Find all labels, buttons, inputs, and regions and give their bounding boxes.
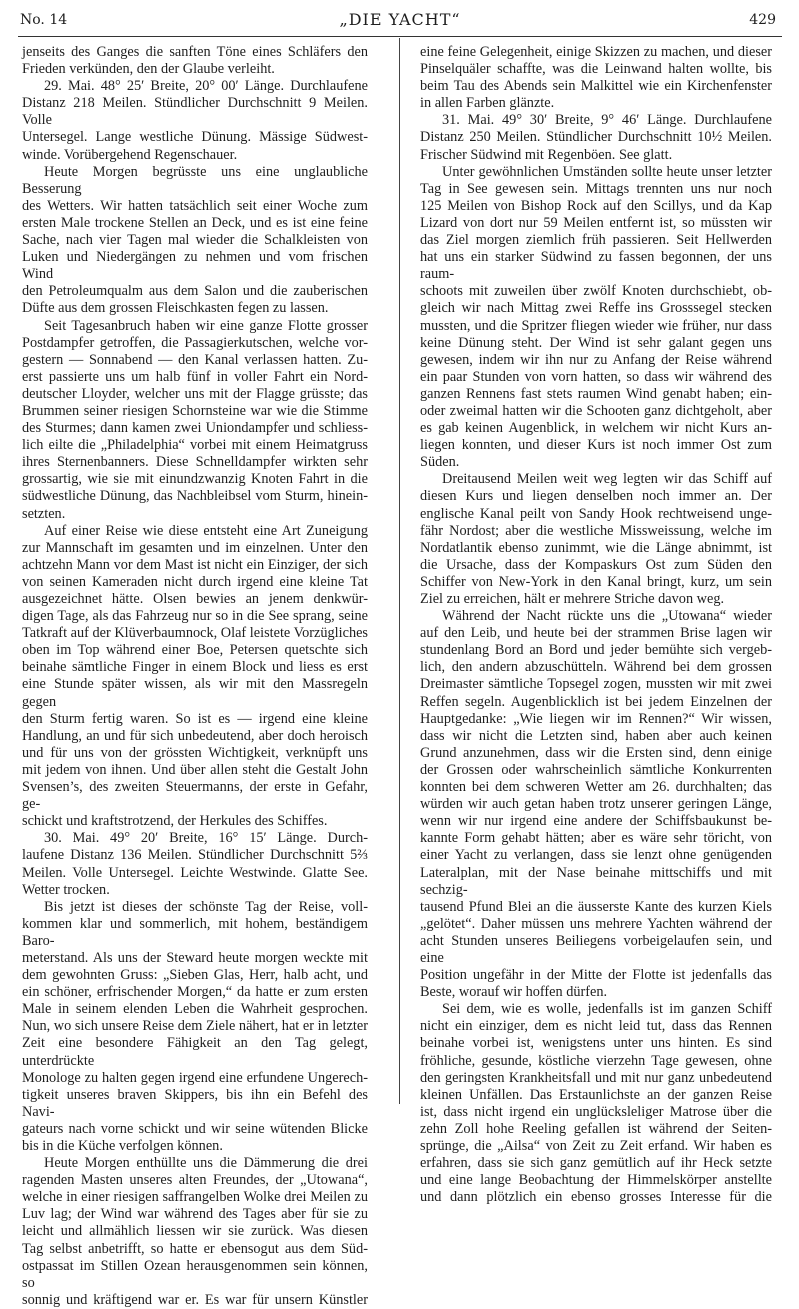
text-line: welche in einer riesigen saffrangelben Wolke drei Meilen zu — [22, 1189, 368, 1206]
text-line: auf den Leib, und heute bei der strammen Brise lagen wir — [420, 625, 772, 642]
text-line: Distanz 218 Meilen. Stündlicher Durchschnitt 9 Meilen. Volle — [22, 95, 368, 129]
text-line: schoots mit zuweilen über zwölf Knoten durchschiebt, ob- — [420, 283, 772, 300]
text-line: beim Tau des Abends sein Malkittel wie ein Kirchenfenster — [420, 78, 772, 95]
text-line: Postdampfer getroffen, die Passagierkutschen, welche vor- — [22, 334, 368, 351]
text-line: Heute Morgen enthüllte uns die Dämmerung die drei — [44, 1155, 368, 1172]
text-line: Ziel zu erreichen, hält er mehrere Striche davon weg. — [420, 591, 725, 607]
text-line: keine Dünung steht. Der Wind ist sehr galant gegen uns — [420, 334, 772, 351]
text-line: Süden. — [420, 454, 460, 471]
text-line: schickt und kraftstrotzend, der Herkules des Schiffes. — [22, 813, 328, 830]
text-line: Sache, nach vier Tagen mal wieder die Schalkleisten von — [22, 232, 368, 249]
text-line: jenseits des Ganges die sanften Töne eines Schläfers den — [22, 44, 368, 60]
text-line: einer Yacht zu verlangen, dass sie lenzt ohne genügenden — [420, 847, 772, 864]
text-line: „gelötet“. Daher müssen uns mehrere Yachten während der — [420, 915, 772, 932]
text-line: fähr Nordost; aber die westliche Missweissung, welche im — [420, 522, 772, 539]
right-column — [420, 44, 772, 1206]
text-line: und eine lange Beobachtung der Himmelskörper anstellte — [420, 1172, 772, 1189]
text-line: ihres Sternenbanners. Diese Schnelldampfer wirkten sehr — [22, 454, 368, 471]
text-line: Dreitausend Meilen weit weg legten wir das Schiff auf — [442, 471, 772, 488]
text-line: deutscher Lloyder, welcher uns mit der Flagge grüsste; das — [22, 385, 368, 402]
page-header — [20, 8, 780, 38]
text-line: Luken und Niedergängen zu nehmen und vom frischen Wind — [22, 249, 368, 283]
text-line: acht Stunden unseres Beiliegens vorbeigelaufen sein, und eine — [420, 932, 772, 966]
text-line: Tatkraft auf der Klüverbaumnock, Olaf leistete Vorzügliches — [22, 625, 368, 642]
left-column — [22, 44, 368, 1309]
text-line: ein paar Stunden von vorn hatten, so dass wir während des — [420, 368, 772, 385]
text-line: Lizard von dort nur 59 Meilen entfernt ist, so müssten wir — [420, 214, 772, 231]
text-line: ostpassat im Stillen Ozean herausgenommen sein können, so — [22, 1257, 368, 1291]
text-line: grossartig, wie sie mit einundzwanzig Knoten Fahrt in die — [22, 471, 368, 488]
text-line: Male in seinem elenden Leben die Wahrheit gesprochen. — [22, 1001, 368, 1018]
page-number: 429 — [749, 12, 776, 28]
text-line: tausend Pfund Blei an die äusserste Kante des kurzen Kiels — [420, 898, 772, 915]
text-line: 125 Meilen von Bishop Rock auf den Scillys, und da Kap — [420, 197, 772, 214]
text-line: Frieden verkünden, den der Glaube verleiht. — [22, 61, 275, 78]
text-line: Svensen’s, des zweiten Steuermanns, der erste in Gefahr, ge- — [22, 779, 368, 813]
text-line: ausgezeichnet hätte. Olsen bewies an jenem denkwür- — [22, 591, 368, 607]
text-line: zur Mannschaft im gesamten und im einzelnen. Unter den — [22, 539, 368, 556]
text-line: 31. Mai. 49° 30′ Breite, 9° 46′ Länge. Durchlaufene — [442, 112, 772, 129]
text-line: tigkeit unseres braven Skippers, bis ihn ein Befehl des Navi- — [22, 1086, 368, 1120]
text-line: laufene Distanz 136 Meilen. Stündlicher Durchschnitt 5⅔ — [22, 847, 368, 864]
text-line: Nun, wo sich unsere Reise dem Ziele nähert, hat er in letzter — [22, 1018, 368, 1035]
text-line: Position ungefähr in der Mitte der Flotte ist jedenfalls das — [420, 967, 772, 984]
text-line: gleich wir nach Mittag zwei Reffe ins Grosssegel stecken — [420, 300, 772, 317]
text-line: kleinen Unfällen. Das Erstaunlichste an der ganzen Reise — [420, 1086, 772, 1103]
text-line: erfahren, dass sie sich ganz gemütlich auf ihr Heck setzte — [420, 1155, 772, 1172]
text-line: Grund anzunehmen, dass wir die Ersten sind, denn einige — [420, 744, 772, 761]
text-line: Reffen segeln. Augenblicklich ist bei jedem Einzelnen der — [420, 693, 772, 710]
text-line: Während der Nacht rückte uns die „Utowana“ wieder — [442, 608, 772, 625]
text-line: oder zweimal hatten wir die Schooten ganz dichtgeholt, aber — [420, 402, 772, 419]
text-line: in allen Farben glänzte. — [420, 95, 555, 112]
text-line: ersten Male trockene Stellen an Deck, und es ist eine feine — [22, 214, 368, 231]
text-line: mussten, und die Spritzer fliegen wieder wie früher, nur dass — [420, 317, 772, 334]
journal-title: „DIE YACHT“ — [339, 10, 461, 29]
text-line: eine Stunde später wissen, als wir mit den Massregeln gegen — [22, 676, 368, 710]
text-line: Frischer Südwind mit Regenböen. See glatt. — [420, 146, 673, 163]
text-line: der Grossen oder wahrscheinlich sämtliche Konkurrenten — [420, 761, 772, 778]
text-line: Monologe zu halten gegen irgend eine erfundene Ungerech- — [22, 1069, 368, 1086]
text-line: Düfte aus dem grossen Fleischkasten fegen zu lassen. — [22, 300, 329, 317]
text-line: Sei dem, wie es wolle, jedenfalls ist im ganzen Schiff — [442, 1001, 772, 1018]
text-line: wenn wir nur irgend eine andere der Schiffsbaukunst be- — [420, 813, 772, 830]
text-line: Brummen seiner riesigen Schornsteine war wie die Stimme — [22, 402, 368, 419]
text-line: ragenden Masten unseres alten Freundes, der „Utowana“, — [22, 1172, 368, 1189]
text-line: ist, dass nicht irgend ein unglücksleliger Matrose über die — [420, 1103, 772, 1120]
text-line: zehn Zoll hohe Reeling gefallen ist während der Seiten- — [420, 1120, 772, 1137]
text-line: achtzehn Mann vor dem Mast ist nicht ein Einziger, der sich — [22, 556, 368, 573]
text-line: stundenlang Bord an Bord und jeder bemühte sich vergeb- — [420, 642, 772, 659]
text-line: Heute Morgen begrüsste uns eine unglaubliche Besserung — [22, 163, 368, 197]
text-line: Seit Tagesanbruch haben wir eine ganze Flotte grosser — [44, 317, 368, 334]
text-line: Auf einer Reise wie diese entsteht eine Art Zuneigung — [44, 522, 368, 539]
text-line: Distanz 250 Meilen. Stündlicher Durchschnitt 10½ Meilen. — [420, 129, 772, 146]
header-rule — [18, 36, 782, 37]
text-line: setzten. — [22, 505, 66, 522]
text-line: winde. Vorübergehend Regenschauer. — [22, 146, 238, 163]
text-line: Beste, worauf wir hoffen dürfen. — [420, 984, 608, 1001]
text-line: leicht und allmählich liessen wir sie zurück. Was diesen — [22, 1223, 368, 1240]
issue-number: No. 14 — [20, 12, 68, 28]
text-line: 30. Mai. 49° 20′ Breite, 16° 15′ Länge. Durch- — [44, 830, 368, 847]
text-line: kommen klar und sommerlich, mit hohem, beständigem Baro- — [22, 915, 368, 949]
text-line: gestern — Sonnabend — den Kanal verlassen hatten. Zu- — [22, 351, 368, 368]
text-line: diesen Kurs und liegen denselben noch immer an. Der — [420, 488, 772, 505]
text-line: Unter gewöhnlichen Umständen sollte heute unser letzter — [442, 163, 772, 180]
text-line: oben im Top während einer Boe, Petersen quetschte sich — [22, 642, 368, 659]
text-line: den Sturm fertig waren. So ist es — irgend eine kleine — [22, 710, 368, 727]
text-line: Meilen. Volle Untersegel. Leichte Westwinde. Glatte See. — [22, 864, 368, 881]
text-line: dem gewohnten Gruss: „Sieben Glas, Herr, halb acht, und — [22, 967, 368, 984]
text-line: gewesen, indem wir ihn nur zu Anfang der Reise während — [420, 351, 772, 368]
text-line: lich eilte die „Philadelphia“ vorbei mit einem Heimatgruss — [22, 437, 368, 454]
text-line: bis in die Küche verfolgen können. — [22, 1138, 223, 1154]
text-line: beinahe sämtliche Finger in einem Block und liess es erst — [22, 659, 368, 676]
text-line: Luv lag; der Wind war während des Tages aber für sie zu — [22, 1206, 368, 1223]
text-line: digen Tage, als das Fahrzeug nur so in die See sprang, seine — [22, 608, 368, 625]
text-line: ganzen Rennens fast stets raumen Wind genabt haben; ein- — [420, 385, 772, 402]
text-line: beinahe vorbei ist, wenigstens unter uns hinten. Es sind — [420, 1035, 772, 1052]
text-line: sprünge, die „Ailsa“ von Zeit zu Zeit erfand. Wir haben es — [420, 1138, 772, 1154]
text-line: es gab keinen Augenblick, in welchem wir nicht Kurs an- — [420, 420, 772, 437]
column-divider — [399, 38, 400, 1104]
text-line: 29. Mai. 48° 25′ Breite, 20° 00′ Länge. Durchlaufene — [44, 78, 368, 95]
text-line: Lateralplan, mit der Nase beinahe mittschiffs und mit sechzig- — [420, 864, 772, 898]
text-line: kannte Form gehabt hätten; aber es wäre sehr töricht, von — [420, 830, 772, 847]
text-line: dass wir nicht die Letzten sind, haben aber auch keinen — [420, 727, 772, 744]
text-line: ein schöner, erfrischender Morgen,“ da hatte er zum ersten — [22, 984, 368, 1001]
text-line: englische Kanal peilt von Sandy Hook rechtweisend unge- — [420, 505, 772, 522]
text-line: Pinselquäler schaffte, was die Leinwand halten wollte, bis — [420, 61, 772, 78]
text-line: und für uns von der grössten Wichtigkeit, verknüpft uns — [22, 744, 368, 761]
text-line: südwestliche Dünung, das Nachbleibsel vom Sturm, hinein- — [22, 488, 368, 505]
text-line: Zeit eine besondere Fähigkeit an den Tag gelegt, unterdrückte — [22, 1035, 368, 1069]
text-line: Untersegel. Lange westliche Dünung. Mässige Südwest- — [22, 129, 368, 146]
text-line: das Ziel morgen ziemlich früh passieren. Seit Hellwerden — [420, 232, 772, 249]
text-line: Dreimaster sämtliche Topsegel zogen, mussten wir mit zwei — [420, 676, 772, 693]
text-line: Handlung, an und für sich unbedeutend, aber doch heroisch — [22, 727, 368, 744]
text-line: und dann plötzlich ein ebenso grosses Interesse für die — [420, 1189, 772, 1206]
text-line: hat uns ein starker Südwind zu fassen begonnen, der uns raum- — [420, 249, 772, 283]
text-line: von seinen Kameraden nicht durch irgend eine kleine Tat — [22, 573, 368, 590]
text-line: eine feine Gelegenheit, einige Skizzen zu machen, und dieser — [420, 44, 772, 60]
text-line: Schiffer von New-York in den Kanal bringt, kurz, um sein — [420, 573, 772, 590]
text-line: den Petroleumqualm aus dem Salon und die zauberischen — [22, 283, 368, 300]
text-line: den geringsten Krankheitsfall und mit nur ganz unbedeutend — [420, 1069, 772, 1086]
text-line: lich, den andern abzuschütteln. Während bei dem grossen — [420, 659, 772, 676]
text-line: die Ursache, dass der Kompaskurs Ost zum Süden den — [420, 556, 772, 573]
text-line: fröhliche, gesunde, köstliche vierzehn Tage gewesen, ohne — [420, 1052, 772, 1069]
text-line: sonnig und kräftigend war er. Es war für unsern Künstler — [22, 1291, 368, 1308]
text-line: Tag in See gewesen sein. Mittags trennten uns nur noch — [420, 180, 772, 197]
text-line: würden wir auch getan haben trotz unserer geringen Länge, — [420, 796, 772, 813]
text-line: gateurs nach vorne schickt und wir seine wütenden Blicke — [22, 1120, 368, 1137]
text-line: des Wetters. Wir hatten tatsächlich seit einer Woche zum — [22, 197, 368, 214]
text-line: Nordatlantik ebenso zunimmt, wie die Länge abnimmt, ist — [420, 539, 772, 556]
text-line: meterstand. Als uns der Steward heute morgen weckte mit — [22, 949, 368, 966]
text-line: Tag selbst anbetrifft, so hatte er ebensogut aus dem Süd- — [22, 1240, 368, 1257]
text-line: des Sturmes; dann kamen zwei Uniondampfer und schliess- — [22, 420, 368, 437]
text-line: Wetter trocken. — [22, 881, 110, 898]
text-line: Hauptgedanke: „Wie liegen wir im Rennen?“ Wir wissen, — [420, 710, 772, 727]
text-line: mit jedem von ihnen. Und über allen steht die Gestalt John — [22, 761, 368, 778]
text-line: nicht ein einziger, dem es nicht leid tut, dass das Rennen — [420, 1018, 772, 1035]
text-line: erst passierte uns um halb fünf in voller Fahrt ein Nord- — [22, 368, 368, 385]
text-line: konnten bei dem schweren Wetter am 26. durchhalten; das — [420, 779, 772, 796]
text-line: liegen konnten, und dieser Kurs ist noch immer Ost zum — [420, 437, 772, 454]
text-line: Bis jetzt ist dieses der schönste Tag der Reise, voll- — [44, 898, 368, 915]
